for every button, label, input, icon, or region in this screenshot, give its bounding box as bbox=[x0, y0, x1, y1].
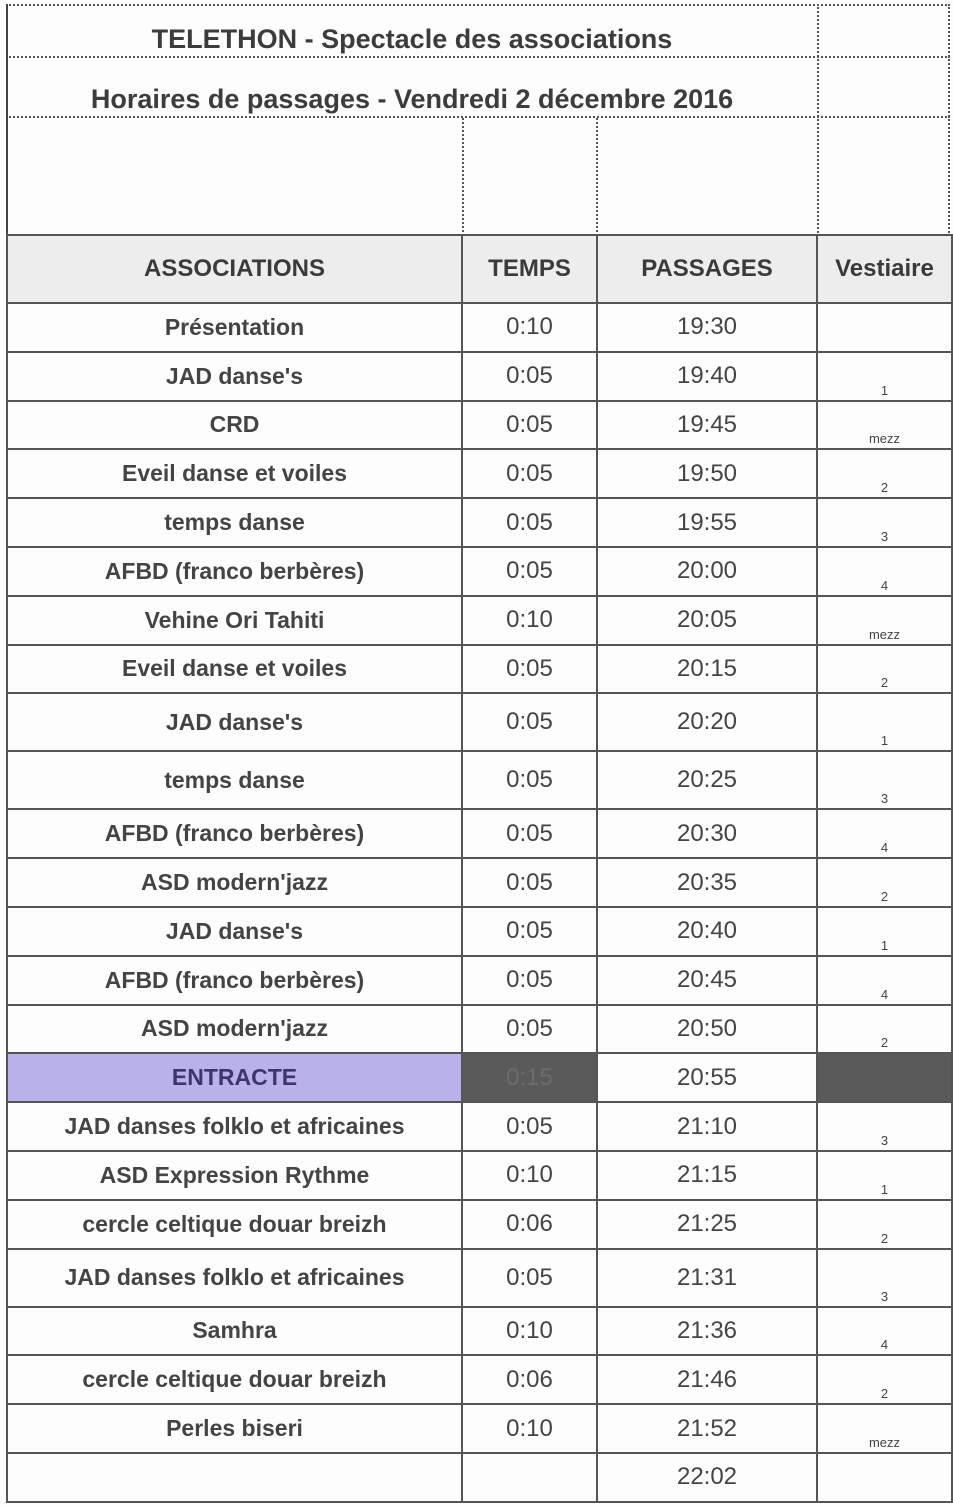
table-row bbox=[7, 401, 952, 450]
temps-cell: 0:10 bbox=[462, 1404, 597, 1453]
passages-divider-top bbox=[596, 118, 598, 236]
temps-cell: 0:05 bbox=[462, 1005, 597, 1054]
passage-cell: 19:55 bbox=[597, 498, 817, 547]
vestiaire-cell: 1 bbox=[817, 907, 952, 956]
table-row bbox=[7, 858, 952, 907]
page-title: TELETHON - Spectacle des associations bbox=[151, 24, 673, 54]
association-cell: Eveil danse et voiles bbox=[7, 645, 462, 694]
column-header-temps: TEMPS bbox=[462, 235, 597, 303]
temps-cell: 0:05 bbox=[462, 547, 597, 596]
table-row bbox=[7, 1355, 952, 1404]
passage-cell: 20:25 bbox=[597, 751, 817, 809]
passage-cell: 20:00 bbox=[597, 547, 817, 596]
association-cell: JAD danse's bbox=[7, 693, 462, 751]
vestiaire-cell: 3 bbox=[817, 498, 952, 547]
vestiaire-cell: 1 bbox=[817, 352, 952, 401]
passage-cell: 21:31 bbox=[597, 1249, 817, 1307]
column-header-passages: PASSAGES bbox=[597, 235, 817, 303]
passage-cell: 21:15 bbox=[597, 1151, 817, 1200]
vestiaire-cell: 1 bbox=[817, 1151, 952, 1200]
vestiaire-cell: 4 bbox=[817, 1307, 952, 1356]
table-row bbox=[7, 1307, 952, 1356]
passage-cell: 19:30 bbox=[597, 303, 817, 352]
vestiaire-cell: 3 bbox=[817, 751, 952, 809]
temps-cell: 0:15 bbox=[462, 1053, 597, 1102]
association-cell: ASD modern'jazz bbox=[7, 858, 462, 907]
table-row bbox=[7, 547, 952, 596]
passage-cell: 20:05 bbox=[597, 596, 817, 645]
vestiaire-cell: 2 bbox=[817, 858, 952, 907]
temps-cell: 0:05 bbox=[462, 498, 597, 547]
vestiaire-cell: 2 bbox=[817, 1200, 952, 1249]
passage-cell: 21:52 bbox=[597, 1404, 817, 1453]
passage-cell: 20:45 bbox=[597, 956, 817, 1005]
temps-cell: 0:10 bbox=[462, 303, 597, 352]
temps-cell: 0:10 bbox=[462, 1307, 597, 1356]
vestiaire-cell: mezz bbox=[817, 401, 952, 450]
vestiaire-cell: 4 bbox=[817, 956, 952, 1005]
association-cell: ASD modern'jazz bbox=[7, 1005, 462, 1054]
passage-cell: 19:40 bbox=[597, 352, 817, 401]
temps-cell: 0:06 bbox=[462, 1200, 597, 1249]
association-cell: AFBD (franco berbères) bbox=[7, 809, 462, 858]
table-row bbox=[7, 693, 952, 751]
temps-cell: 0:06 bbox=[462, 1355, 597, 1404]
association-cell: ENTRACTE bbox=[7, 1053, 462, 1102]
column-header-associations: ASSOCIATIONS bbox=[7, 235, 462, 303]
passage-cell: 21:36 bbox=[597, 1307, 817, 1356]
passage-cell: 20:15 bbox=[597, 645, 817, 694]
association-cell: JAD danses folklo et africaines bbox=[7, 1102, 462, 1151]
passage-cell: 20:55 bbox=[597, 1053, 817, 1102]
table-row bbox=[7, 352, 952, 401]
table-row bbox=[7, 449, 952, 498]
table-row bbox=[7, 596, 952, 645]
temps-cell: 0:05 bbox=[462, 693, 597, 751]
association-cell: cercle celtique douar breizh bbox=[7, 1355, 462, 1404]
passage-cell: 20:40 bbox=[597, 907, 817, 956]
temps-cell: 0:05 bbox=[462, 449, 597, 498]
association-cell: Présentation bbox=[7, 303, 462, 352]
temps-cell: 0:05 bbox=[462, 1102, 597, 1151]
vestiaire-cell: 1 bbox=[817, 693, 952, 751]
association-cell: JAD danse's bbox=[7, 907, 462, 956]
temps-cell: 0:05 bbox=[462, 751, 597, 809]
page-subtitle: Horaires de passages - Vendredi 2 décembre 2016 bbox=[90, 84, 734, 114]
table-row bbox=[7, 303, 952, 352]
association-cell: temps danse bbox=[7, 751, 462, 809]
vestiaire-cell: 2 bbox=[817, 645, 952, 694]
vestiaire-cell: 2 bbox=[817, 449, 952, 498]
right-border-top bbox=[948, 4, 950, 236]
passage-cell: 19:50 bbox=[597, 449, 817, 498]
column-header-vestiaire: Vestiaire bbox=[817, 235, 952, 303]
association-cell: AFBD (franco berbères) bbox=[7, 956, 462, 1005]
temps-cell: 0:05 bbox=[462, 401, 597, 450]
passage-cell: 20:30 bbox=[597, 809, 817, 858]
vestiaire-cell: 2 bbox=[817, 1355, 952, 1404]
association-cell: cercle celtique douar breizh bbox=[7, 1200, 462, 1249]
association-cell: Samhra bbox=[7, 1307, 462, 1356]
association-cell: Perles biseri bbox=[7, 1404, 462, 1453]
vestiaire-cell: 3 bbox=[817, 1102, 952, 1151]
association-cell: JAD danses folklo et africaines bbox=[7, 1249, 462, 1307]
table-row bbox=[7, 1005, 952, 1054]
vestiaire-cell: 4 bbox=[817, 809, 952, 858]
association-cell: Vehine Ori Tahiti bbox=[7, 596, 462, 645]
vestiaire-cell: 2 bbox=[817, 1005, 952, 1054]
temps-divider-top bbox=[462, 118, 464, 236]
table-row bbox=[7, 1453, 952, 1502]
table-header-row bbox=[7, 235, 952, 303]
table-row bbox=[7, 1404, 952, 1453]
temps-cell: 0:05 bbox=[462, 352, 597, 401]
vestiaire-cell: mezz bbox=[817, 596, 952, 645]
association-cell: Eveil danse et voiles bbox=[7, 449, 462, 498]
vestiaire-cell: mezz bbox=[817, 1404, 952, 1453]
table-row bbox=[7, 751, 952, 809]
vestiaire-cell: 4 bbox=[817, 547, 952, 596]
vestiaire-cell bbox=[817, 303, 952, 352]
temps-cell bbox=[462, 1453, 597, 1502]
table-row bbox=[7, 1249, 952, 1307]
association-cell: JAD danse's bbox=[7, 352, 462, 401]
temps-cell: 0:05 bbox=[462, 956, 597, 1005]
passage-cell: 22:02 bbox=[597, 1453, 817, 1502]
top-border bbox=[6, 4, 950, 6]
temps-cell: 0:05 bbox=[462, 1249, 597, 1307]
temps-cell: 0:05 bbox=[462, 645, 597, 694]
passage-cell: 21:10 bbox=[597, 1102, 817, 1151]
vestiaire-cell: 3 bbox=[817, 1249, 952, 1307]
schedule-rows bbox=[7, 303, 952, 1502]
temps-cell: 0:05 bbox=[462, 907, 597, 956]
association-cell: CRD bbox=[7, 401, 462, 450]
table-row bbox=[7, 1102, 952, 1151]
table-row bbox=[7, 1151, 952, 1200]
vestiaire-cell bbox=[817, 1053, 952, 1102]
association-cell bbox=[7, 1453, 462, 1502]
table-row bbox=[7, 907, 952, 956]
vestiaire-cell bbox=[817, 1453, 952, 1502]
temps-cell: 0:10 bbox=[462, 1151, 597, 1200]
passage-cell: 20:50 bbox=[597, 1005, 817, 1054]
association-cell: temps danse bbox=[7, 498, 462, 547]
passage-cell: 21:46 bbox=[597, 1355, 817, 1404]
association-cell: AFBD (franco berbères) bbox=[7, 547, 462, 596]
table-row bbox=[7, 956, 952, 1005]
passage-cell: 20:20 bbox=[597, 693, 817, 751]
temps-cell: 0:05 bbox=[462, 809, 597, 858]
temps-cell: 0:05 bbox=[462, 858, 597, 907]
intermission-row bbox=[7, 1053, 952, 1102]
schedule-table bbox=[6, 234, 953, 1503]
table-row bbox=[7, 809, 952, 858]
table-row bbox=[7, 1200, 952, 1249]
association-cell: ASD Expression Rythme bbox=[7, 1151, 462, 1200]
passage-cell: 19:45 bbox=[597, 401, 817, 450]
passage-cell: 21:25 bbox=[597, 1200, 817, 1249]
table-row bbox=[7, 498, 952, 547]
temps-cell: 0:10 bbox=[462, 596, 597, 645]
passage-cell: 20:35 bbox=[597, 858, 817, 907]
table-row bbox=[7, 645, 952, 694]
